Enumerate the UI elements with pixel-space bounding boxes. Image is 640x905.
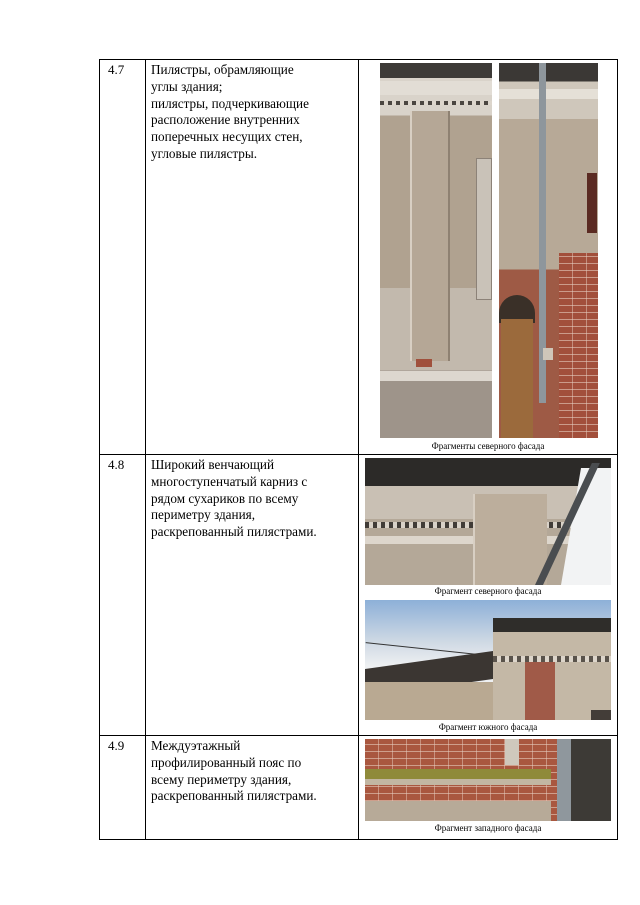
caption: Фрагмент северного фасада (434, 586, 542, 596)
caption: Фрагмент западного фасада (434, 823, 542, 833)
row-number: 4.9 (100, 736, 146, 840)
row-description: Междуэтажный профилированный пояс по всему периметру здания, раскрепованный пилястрами. (146, 736, 359, 840)
row-number: 4.7 (100, 60, 146, 455)
photo-cell (359, 60, 618, 455)
table-row (100, 455, 618, 736)
photo-cell (359, 736, 618, 840)
row-number: 4.8 (100, 455, 146, 736)
photo-cell (359, 455, 618, 736)
table-row (100, 736, 618, 840)
row-description: Пилястры, обрамляющие углы здания; пилястры, подчеркивающие расположение внутренних поперечных несущих стен, угловые пилястры. (146, 60, 359, 455)
caption: Фрагмент южного фасада (438, 722, 538, 732)
photo-north-cornice (365, 458, 611, 585)
photo-north-pilaster (380, 63, 492, 438)
photo-south-cornice (365, 600, 611, 720)
row-description: Широкий венчающий многоступенчатый карниз с рядом сухариков по всему периметру здания, раскрепованный пилястрами. (146, 455, 359, 736)
photo-north-corner (499, 63, 598, 438)
table-row (100, 60, 618, 455)
photo-west-belt (365, 739, 611, 821)
elements-table (99, 59, 618, 840)
caption: Фрагменты северного фасада (431, 441, 545, 451)
